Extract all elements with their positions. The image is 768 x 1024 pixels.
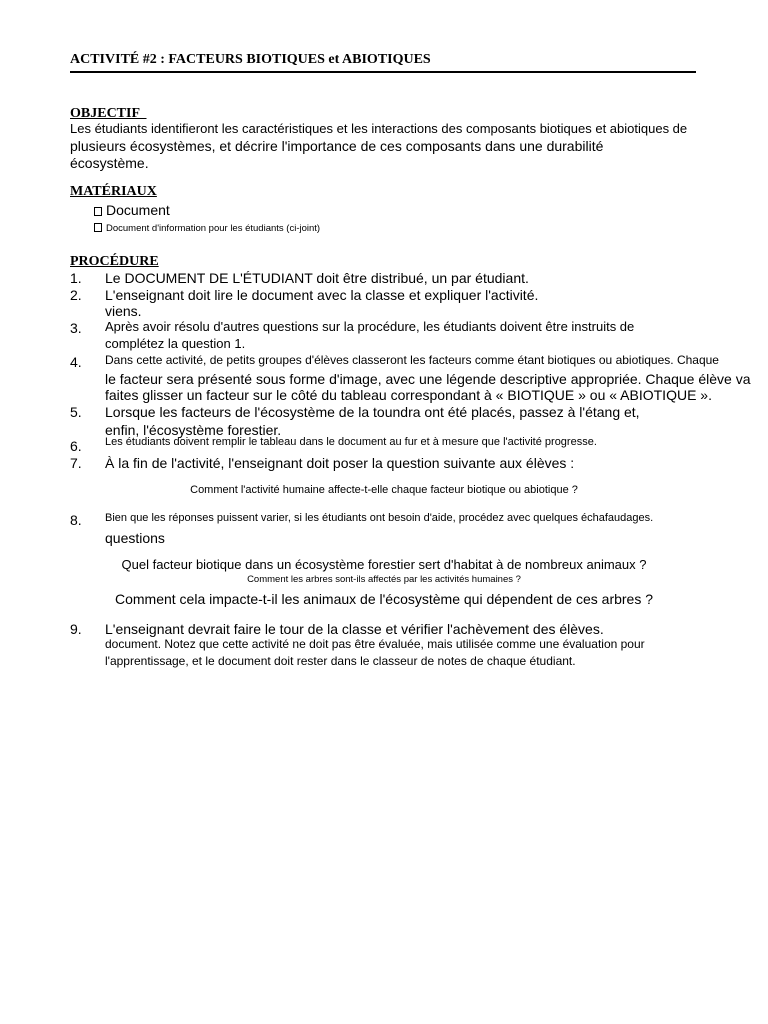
step-number: 7. — [70, 455, 82, 471]
step-number: 2. — [70, 287, 82, 303]
scaffold-question-3: Comment cela impacte-t-il les animaux de l'écosystème qui dépendent de ces arbres ? — [114, 591, 654, 607]
materiaux-item: Document d'information pour les étudiants (ci-joint) — [94, 223, 320, 234]
step-7-line-1: À la fin de l'activité, l'enseignant doit poser la question suivante aux élèves : — [105, 455, 575, 471]
title-rule — [70, 71, 696, 73]
document-title: ACTIVITÉ #2 : FACTEURS BIOTIQUES et ABIOTIQUES — [70, 52, 431, 67]
step-number: 3. — [70, 320, 82, 336]
step-9-line-2: document. Notez que cette activité ne doit pas être évaluée, mais utilisée comme une évaluation pour — [105, 637, 645, 651]
objectif-line-2: plusieurs écosystèmes, et décrire l'importance de ces composants dans une durabilité — [70, 138, 604, 154]
step-number: 9. — [70, 621, 82, 637]
step-number: 5. — [70, 404, 82, 420]
step-4-line-2: le facteur sera présenté sous forme d'image, avec une légende descriptive appropriée. Chaque élève va — [105, 371, 751, 387]
checkbox-icon — [94, 207, 102, 216]
step-2-line-1: L'enseignant doit lire le document avec la classe et expliquer l'activité. — [105, 287, 539, 303]
question-7: Comment l'activité humaine affecte-t-elle chaque facteur biotique ou abiotique ? — [190, 484, 578, 496]
step-6-line-1: Les étudiants doivent remplir le tableau dans le document au fur et à mesure que l'activité progresse. — [105, 436, 597, 448]
step-number: 1. — [70, 270, 82, 286]
materiaux-heading: MATÉRIAUX — [70, 184, 157, 199]
step-5-line-2: enfin, l'écosystème forestier. — [105, 422, 282, 438]
step-3-line-2: complétez la question 1. — [105, 336, 246, 351]
procedure-heading: PROCÉDURE — [70, 254, 159, 269]
objectif-heading: OBJECTIF — [70, 106, 140, 121]
step-8-line-2: questions — [105, 530, 165, 546]
step-9-line-1: L'enseignant devrait faire le tour de la classe et vérifier l'achèvement des élèves. — [105, 621, 604, 637]
step-9-line-3: l'apprentissage, et le document doit rester dans le classeur de notes de chaque étudiant. — [105, 654, 576, 668]
objectif-line-1: Les étudiants identifieront les caractéristiques et les interactions des composants biotiques et abiotiques de — [70, 121, 688, 136]
objectif-line-3: écosystème. — [70, 155, 149, 171]
materiaux-item: Document — [94, 203, 170, 217]
step-number: 8. — [70, 512, 82, 528]
step-2-line-2: viens. — [105, 303, 142, 319]
step-8-line-1: Bien que les réponses puissent varier, si les étudiants ont besoin d'aide, procédez avec quelques échafaudages. — [105, 512, 654, 524]
step-1-line-1: Le DOCUMENT DE L'ÉTUDIANT doit être distribué, un par étudiant. — [105, 270, 529, 286]
step-4-line-3: faites glisser un facteur sur le côté du tableau correspondant à « BIOTIQUE » ou « ABIOTIQUE ». — [105, 387, 712, 403]
checkbox-icon — [94, 223, 102, 232]
scaffold-question-1: Quel facteur biotique dans un écosystème forestier sert d'habitat à de nombreux animaux ? — [121, 557, 647, 572]
step-number: 6. — [70, 438, 82, 454]
step-4-line-1: Dans cette activité, de petits groupes d'élèves classeront les facteurs comme étant biotiques ou abiotiques. Chaque — [105, 353, 719, 367]
step-number: 4. — [70, 354, 82, 370]
step-5-line-1: Lorsque les facteurs de l'écosystème de la toundra ont été placés, passez à l'étang et, — [105, 404, 640, 420]
scaffold-question-2: Comment les arbres sont-ils affectés par les activités humaines ? — [247, 574, 521, 585]
step-3-line-1: Après avoir résolu d'autres questions sur la procédure, les étudiants doivent être instruits de — [105, 319, 635, 334]
